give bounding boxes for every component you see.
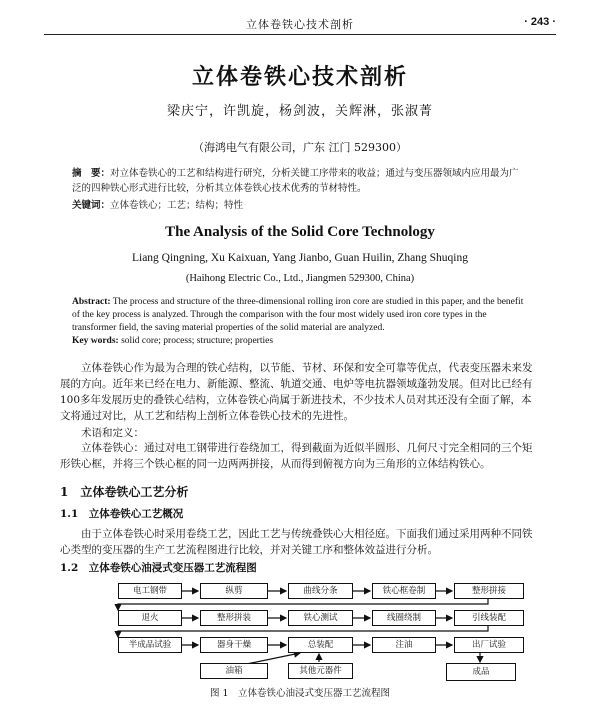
intro-paragraph: 立体卷铁心作为最为合理的铁心结构，以节能、节材、环保和安全可靠等优点，代表变压器未来发展的方向。近年来已经在电力、新能源、整流、轨道交通、电炉等电抗器领域蓬勃发展。但对比已经有100多年发展历史的叠铁心结构，立体卷铁心尚属于新进技术，不少技术人员对其还没有全面了解，本文将通过对比，从工艺和结构上剖析立体卷铁心技术的先进性。 — [60, 362, 533, 422]
keywords-label-en: Key words: — [72, 336, 119, 346]
keywords-en — [72, 336, 528, 346]
affiliation-en: (Haihong Electric Co., Ltd., Jiangmen 529300, China) — [185, 273, 415, 284]
authors-cn: 梁庆宁，许凯旋，杨剑波，关辉淋，张淑菁 — [166, 104, 433, 119]
flow-step: 器身干燥 — [200, 637, 268, 653]
authors-en: Liang Qingning, Xu Kaixuan, Yang Jianbo, Guan Huilin, Zhang Shuqing — [131, 252, 469, 264]
figure-caption: 图 1 立体卷铁心油浸式变压器工艺流程图 — [209, 688, 391, 699]
flow-step: 线圈绕制 — [372, 610, 436, 626]
running-title: 立体卷铁心技术剖析 — [246, 18, 354, 31]
section-heading-1-2: 1.2 立体卷铁心油浸式变压器工艺流程图 — [60, 562, 257, 574]
flow-step: 油箱 — [200, 663, 268, 679]
flow-step: 总装配 — [288, 637, 353, 653]
affiliation-cn: （海鸿电气有限公司，广东 江门 529300） — [193, 141, 407, 154]
terms-heading: 术语和定义： — [81, 427, 144, 439]
flow-step: 整形拼装 — [200, 610, 268, 626]
definition-paragraph: 立体卷铁心：通过对电工钢带进行卷绕加工，得到截面为近似半圆形、几何尺寸完全相同的三个矩形铁心框，并将三个铁心框的同一边两两拼接，从而得到俯视方向为三角形的立体结构铁心。 — [60, 442, 533, 470]
keywords-label-cn: 关键词： — [72, 200, 111, 211]
title-cn: 立体卷铁心技术剖析 — [191, 64, 408, 90]
abstract-en — [72, 296, 528, 335]
flow-step: 整形拼接 — [454, 583, 524, 599]
flow-step: 成品 — [446, 663, 516, 681]
keywords-text-en: solid core; process; structure; properties — [118, 336, 274, 346]
flow-step: 引线装配 — [454, 610, 524, 626]
flow-step: 半成品试验 — [118, 637, 182, 653]
flow-step: 电工钢带 — [118, 583, 182, 599]
flow-step: 铁心框卷制 — [372, 583, 436, 599]
flow-step: 其他元器件 — [288, 663, 353, 679]
section-heading-1: 1 立体卷铁心工艺分析 — [60, 485, 189, 499]
abstract-label-cn: 摘 要： — [72, 168, 111, 179]
flow-step: 出厂试验 — [454, 637, 524, 653]
process-paragraph: 由于立体卷铁心时采用卷绕工艺，因此工艺与传统叠铁心大相径庭。下面我们通过采用两种不同铁心类型的变压器的生产工艺流程图进行比较，并对关键工序和整体效益进行分析。 — [60, 528, 533, 556]
flow-step: 铁心测试 — [288, 610, 353, 626]
running-header — [44, 14, 556, 35]
flow-step: 注油 — [372, 637, 436, 653]
flow-step: 退火 — [118, 610, 182, 626]
keywords-text-cn: 立体卷铁心；工艺；结构；特性 — [110, 200, 244, 211]
abstract-text-en: The process and structure of the three-dimensional rolling iron core are studied in this paper, and the benefit of the key process is analyzed. Through the comparison with the four most widely used iron core types in the transformer field, the saving material properties of the solid material are analyzed. — [72, 297, 524, 333]
page-number: · 243 · — [524, 16, 556, 28]
abstract-cn — [72, 166, 528, 196]
title-en: The Analysis of the Solid Core Technology — [165, 224, 435, 240]
abstract-label-en: Abstract: — [72, 297, 111, 307]
keywords-cn — [72, 197, 528, 211]
section-heading-1-1: 1.1 立体卷铁心工艺概况 — [60, 508, 184, 520]
flow-step: 曲线分条 — [288, 583, 353, 599]
abstract-text-cn: 对立体卷铁心的工艺和结构进行研究，分析关键工序带来的收益；通过与变压器领域内应用最为广泛的四种铁心形式进行比较，分析其立体卷铁心技术优秀的节材特性。 — [72, 168, 519, 194]
flow-step: 纵剪 — [200, 583, 268, 599]
